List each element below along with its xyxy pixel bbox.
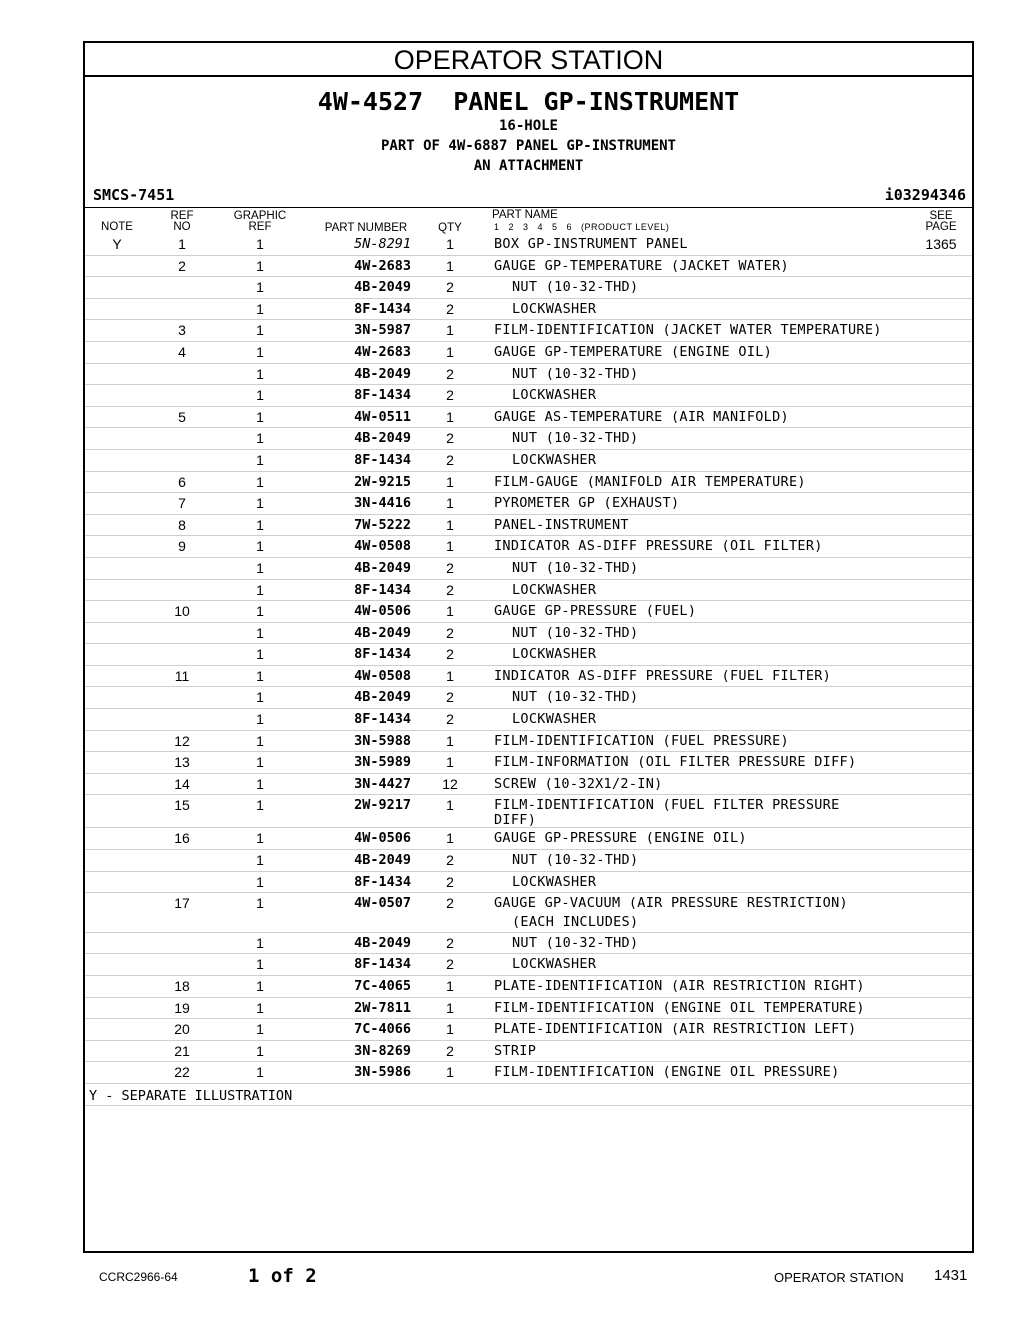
row-qty: 1 bbox=[446, 999, 454, 1016]
row-part-name: LOCKWASHER bbox=[512, 451, 597, 468]
row-part-number: 4B-2049 bbox=[354, 365, 411, 382]
row-ref-no: 10 bbox=[174, 603, 190, 620]
row-part-name: FILM-IDENTIFICATION (FUEL FILTER PRESSURE DIFF) bbox=[494, 797, 840, 829]
row-graphic-ref: 1 bbox=[256, 830, 264, 847]
table-row bbox=[85, 709, 972, 731]
row-qty: 1 bbox=[446, 236, 454, 252]
table-row bbox=[85, 954, 972, 976]
row-ref-no: 1 bbox=[178, 236, 186, 252]
row-part-name: NUT (10-32-THD) bbox=[512, 934, 639, 951]
row-part-name: STRIP bbox=[494, 1042, 537, 1059]
table-row bbox=[85, 644, 972, 666]
table-row bbox=[85, 450, 972, 472]
row-part-name: NUT (10-32-THD) bbox=[512, 624, 639, 641]
row-graphic-ref: 1 bbox=[256, 711, 264, 728]
col-qty-header: QTY bbox=[438, 222, 462, 234]
footer-page-number: 1431 bbox=[934, 1267, 968, 1284]
row-graphic-ref: 1 bbox=[256, 322, 264, 339]
row-qty: 1 bbox=[446, 603, 454, 620]
row-qty: 2 bbox=[446, 365, 454, 382]
row-part-number: 8F-1434 bbox=[354, 387, 411, 404]
table-row bbox=[85, 774, 972, 796]
col-graphic-header-line-1: GRAPHIC bbox=[233, 210, 287, 222]
table-row bbox=[85, 256, 972, 278]
table-row bbox=[85, 687, 972, 709]
row-ref-no: 17 bbox=[174, 895, 190, 912]
table-row bbox=[85, 277, 972, 299]
row-see-page: 1365 bbox=[925, 236, 957, 252]
row-part-number: 4B-2049 bbox=[354, 689, 411, 706]
row-part-name: GAUGE GP-TEMPERATURE (ENGINE OIL) bbox=[494, 343, 773, 360]
footnote: Y - SEPARATE ILLUSTRATION bbox=[85, 1084, 972, 1106]
row-graphic-ref: 1 bbox=[256, 516, 264, 533]
row-qty: 2 bbox=[446, 852, 454, 869]
row-part-number: 8F-1434 bbox=[354, 711, 411, 728]
row-part-name: (EACH INCLUDES) bbox=[512, 913, 639, 930]
row-qty: 2 bbox=[446, 451, 454, 468]
subtitle-line-2: PART OF 4W-6887 PANEL GP-INSTRUMENT bbox=[380, 138, 676, 154]
row-graphic-ref: 1 bbox=[256, 581, 264, 598]
row-part-number: 2W-7811 bbox=[354, 999, 411, 1016]
header-divider bbox=[85, 207, 972, 208]
table-row bbox=[85, 320, 972, 342]
row-part-name: INDICATOR AS-DIFF PRESSURE (FUEL FILTER) bbox=[494, 667, 832, 684]
row-part-number: 4W-0508 bbox=[354, 667, 411, 684]
row-qty: 2 bbox=[446, 430, 454, 447]
row-qty: 2 bbox=[446, 689, 454, 706]
table-row bbox=[85, 795, 972, 828]
table-row bbox=[85, 850, 972, 872]
table-row bbox=[85, 601, 972, 623]
row-graphic-ref: 1 bbox=[256, 236, 264, 252]
table-row bbox=[85, 828, 972, 850]
parts-table bbox=[85, 234, 972, 1106]
row-ref-no: 4 bbox=[178, 343, 186, 360]
col-part-number-header: PART NUMBER bbox=[324, 222, 408, 234]
row-part-name: GAUGE GP-PRESSURE (FUEL) bbox=[494, 603, 697, 620]
row-graphic-ref: 1 bbox=[256, 473, 264, 490]
row-ref-no: 12 bbox=[174, 732, 190, 749]
row-qty: 1 bbox=[446, 830, 454, 847]
row-graphic-ref: 1 bbox=[256, 387, 264, 404]
row-part-name: BOX GP-INSTRUMENT PANEL bbox=[494, 236, 688, 252]
row-part-number: 7C-4065 bbox=[354, 978, 411, 994]
row-graphic-ref: 1 bbox=[256, 667, 264, 684]
row-qty: 2 bbox=[446, 559, 454, 576]
row-part-name: LOCKWASHER bbox=[512, 711, 597, 728]
col-see-header-line-1: SEE bbox=[929, 210, 953, 222]
table-row bbox=[85, 623, 972, 645]
row-part-name: FILM-GAUGE (MANIFOLD AIR TEMPERATURE) bbox=[494, 473, 806, 490]
row-part-number: 4W-0508 bbox=[354, 538, 411, 555]
row-part-number: 4W-2683 bbox=[354, 257, 411, 274]
footer-doc-code: CCRC2966-64 bbox=[99, 1270, 178, 1284]
row-part-name: GAUGE AS-TEMPERATURE (AIR MANIFOLD) bbox=[494, 408, 789, 425]
row-part-number: 4B-2049 bbox=[354, 852, 411, 869]
row-qty: 2 bbox=[446, 387, 454, 404]
table-row bbox=[85, 1062, 972, 1084]
table-row bbox=[85, 1019, 972, 1041]
row-part-number: 4B-2049 bbox=[354, 934, 411, 951]
table-row bbox=[85, 385, 972, 407]
row-ref-no: 3 bbox=[178, 322, 186, 339]
row-part-name: PANEL-INSTRUMENT bbox=[494, 516, 629, 533]
col-product-level-header: 1 2 3 4 5 6 (PRODUCT LEVEL) bbox=[494, 222, 670, 232]
table-row bbox=[85, 493, 972, 515]
row-part-name: LOCKWASHER bbox=[512, 956, 597, 973]
row-graphic-ref: 1 bbox=[256, 934, 264, 951]
row-part-name: NUT (10-32-THD) bbox=[512, 852, 639, 869]
row-qty: 2 bbox=[446, 300, 454, 317]
table-row bbox=[85, 342, 972, 364]
row-graphic-ref: 1 bbox=[256, 797, 264, 814]
row-part-number: 4B-2049 bbox=[354, 279, 411, 296]
row-ref-no: 13 bbox=[174, 754, 190, 771]
row-part-name: INDICATOR AS-DIFF PRESSURE (OIL FILTER) bbox=[494, 538, 823, 555]
page-frame bbox=[83, 41, 974, 1253]
row-qty: 1 bbox=[446, 732, 454, 749]
row-ref-no: 14 bbox=[174, 775, 190, 792]
row-part-number: 4W-0506 bbox=[354, 830, 411, 847]
col-graphic-header-line-2: REF bbox=[248, 221, 272, 233]
row-part-number: 4B-2049 bbox=[354, 430, 411, 447]
row-part-name: PLATE-IDENTIFICATION (AIR RESTRICTION RIGHT) bbox=[494, 978, 865, 994]
row-part-name: GAUGE GP-PRESSURE (ENGINE OIL) bbox=[494, 830, 747, 847]
row-part-name: FILM-IDENTIFICATION (JACKET WATER TEMPERATURE) bbox=[494, 322, 882, 339]
row-graphic-ref: 1 bbox=[256, 956, 264, 973]
table-row bbox=[85, 933, 972, 955]
row-part-name: NUT (10-32-THD) bbox=[512, 559, 639, 576]
row-qty: 2 bbox=[446, 934, 454, 951]
row-ref-no: 11 bbox=[174, 667, 190, 684]
row-qty: 2 bbox=[446, 956, 454, 973]
row-note: Y bbox=[112, 236, 122, 252]
row-qty: 1 bbox=[446, 495, 454, 512]
row-part-number: 5N-8291 bbox=[354, 236, 411, 252]
row-qty: 1 bbox=[446, 1064, 454, 1081]
row-qty: 1 bbox=[446, 978, 454, 994]
row-ref-no: 21 bbox=[174, 1042, 190, 1059]
row-part-name: FILM-IDENTIFICATION (ENGINE OIL TEMPERATURE) bbox=[494, 999, 865, 1016]
row-part-number: 4W-0511 bbox=[354, 408, 411, 425]
table-row bbox=[85, 407, 972, 429]
row-ref-no: 18 bbox=[174, 978, 190, 994]
row-part-number: 4B-2049 bbox=[354, 559, 411, 576]
row-graphic-ref: 1 bbox=[256, 689, 264, 706]
table-row bbox=[85, 558, 972, 580]
row-graphic-ref: 1 bbox=[256, 559, 264, 576]
table-row bbox=[85, 515, 972, 537]
row-qty: 2 bbox=[446, 895, 454, 912]
row-qty: 1 bbox=[446, 538, 454, 555]
table-row bbox=[85, 998, 972, 1020]
table-row bbox=[85, 536, 972, 558]
row-part-number: 3N-5986 bbox=[354, 1064, 411, 1081]
row-graphic-ref: 1 bbox=[256, 732, 264, 749]
row-part-name: NUT (10-32-THD) bbox=[512, 689, 639, 706]
row-part-name: PYROMETER GP (EXHAUST) bbox=[494, 495, 680, 512]
row-ref-no: 7 bbox=[178, 495, 186, 512]
row-part-number: 3N-4416 bbox=[354, 495, 411, 512]
row-part-number: 8F-1434 bbox=[354, 300, 411, 317]
section-title: OPERATOR STATION bbox=[85, 43, 972, 77]
row-ref-no: 19 bbox=[174, 999, 190, 1016]
table-row bbox=[85, 731, 972, 753]
col-ref-header-line-1: REF bbox=[170, 210, 194, 222]
row-graphic-ref: 1 bbox=[256, 1042, 264, 1059]
row-part-name: SCREW (10-32X1/2-IN) bbox=[494, 775, 663, 792]
row-part-name: FILM-INFORMATION (OIL FILTER PRESSURE DIFF) bbox=[494, 754, 857, 771]
row-graphic-ref: 1 bbox=[256, 1021, 264, 1038]
row-graphic-ref: 1 bbox=[256, 365, 264, 382]
table-row bbox=[85, 580, 972, 602]
row-qty: 1 bbox=[446, 754, 454, 771]
col-note-header: NOTE bbox=[101, 221, 133, 233]
row-ref-no: 6 bbox=[178, 473, 186, 490]
row-part-name: LOCKWASHER bbox=[512, 300, 597, 317]
row-graphic-ref: 1 bbox=[256, 852, 264, 869]
row-ref-no: 2 bbox=[178, 257, 186, 274]
col-see-header-line-2: PAGE bbox=[925, 221, 957, 233]
table-row bbox=[85, 364, 972, 386]
row-part-number: 8F-1434 bbox=[354, 873, 411, 890]
row-graphic-ref: 1 bbox=[256, 603, 264, 620]
row-graphic-ref: 1 bbox=[256, 538, 264, 555]
row-part-number: 3N-5989 bbox=[354, 754, 411, 771]
row-graphic-ref: 1 bbox=[256, 978, 264, 994]
row-part-number: 8F-1434 bbox=[354, 646, 411, 663]
illustration-id: i03294346 bbox=[884, 186, 966, 204]
row-part-name: LOCKWASHER bbox=[512, 387, 597, 404]
row-part-name: GAUGE GP-TEMPERATURE (JACKET WATER) bbox=[494, 257, 789, 274]
table-row bbox=[85, 1041, 972, 1063]
row-qty: 2 bbox=[446, 581, 454, 598]
row-qty: 2 bbox=[446, 711, 454, 728]
smcs-code: SMCS-7451 bbox=[93, 186, 175, 204]
row-qty: 1 bbox=[446, 408, 454, 425]
row-graphic-ref: 1 bbox=[256, 495, 264, 512]
row-qty: 2 bbox=[446, 1042, 454, 1059]
row-ref-no: 15 bbox=[174, 797, 190, 814]
col-part-name-header: PART NAME bbox=[492, 209, 558, 221]
table-row bbox=[85, 234, 972, 256]
row-qty: 1 bbox=[446, 473, 454, 490]
row-part-number: 4B-2049 bbox=[354, 624, 411, 641]
row-graphic-ref: 1 bbox=[256, 624, 264, 641]
row-graphic-ref: 1 bbox=[256, 451, 264, 468]
row-qty: 2 bbox=[446, 646, 454, 663]
row-qty: 1 bbox=[446, 667, 454, 684]
row-part-number: 7W-5222 bbox=[354, 516, 411, 533]
row-part-name: LOCKWASHER bbox=[512, 646, 597, 663]
row-part-name: LOCKWASHER bbox=[512, 873, 597, 890]
table-row bbox=[85, 893, 972, 915]
row-graphic-ref: 1 bbox=[256, 895, 264, 912]
row-graphic-ref: 1 bbox=[256, 257, 264, 274]
row-part-number: 3N-8269 bbox=[354, 1042, 411, 1059]
table-row bbox=[85, 872, 972, 894]
table-row bbox=[85, 976, 972, 998]
row-qty: 2 bbox=[446, 279, 454, 296]
row-graphic-ref: 1 bbox=[256, 430, 264, 447]
row-part-number: 4W-0506 bbox=[354, 603, 411, 620]
row-ref-no: 16 bbox=[174, 830, 190, 847]
row-part-number: 8F-1434 bbox=[354, 956, 411, 973]
row-graphic-ref: 1 bbox=[256, 873, 264, 890]
row-graphic-ref: 1 bbox=[256, 754, 264, 771]
row-qty: 1 bbox=[446, 516, 454, 533]
row-part-number: 3N-5987 bbox=[354, 322, 411, 339]
row-ref-no: 8 bbox=[178, 516, 186, 533]
row-ref-no: 22 bbox=[174, 1064, 190, 1081]
row-part-number: 2W-9217 bbox=[354, 797, 411, 814]
row-graphic-ref: 1 bbox=[256, 300, 264, 317]
row-part-number: 2W-9215 bbox=[354, 473, 411, 490]
subtitle-line-1: 16-HOLE bbox=[498, 118, 558, 134]
row-part-number: 7C-4066 bbox=[354, 1021, 411, 1038]
row-part-name: FILM-IDENTIFICATION (FUEL PRESSURE) bbox=[494, 732, 789, 749]
row-ref-no: 9 bbox=[178, 538, 186, 555]
table-row bbox=[85, 472, 972, 494]
row-ref-no: 20 bbox=[174, 1021, 190, 1038]
col-ref-header-line-2: NO bbox=[173, 221, 191, 233]
row-qty: 1 bbox=[446, 1021, 454, 1038]
row-part-number: 3N-4427 bbox=[354, 775, 411, 792]
row-part-name: LOCKWASHER bbox=[512, 581, 597, 598]
row-part-number: 8F-1434 bbox=[354, 451, 411, 468]
row-part-name: NUT (10-32-THD) bbox=[512, 279, 639, 296]
table-row bbox=[85, 752, 972, 774]
row-graphic-ref: 1 bbox=[256, 279, 264, 296]
row-qty: 1 bbox=[446, 257, 454, 274]
row-graphic-ref: 1 bbox=[256, 999, 264, 1016]
row-graphic-ref: 1 bbox=[256, 408, 264, 425]
row-part-name: NUT (10-32-THD) bbox=[512, 430, 639, 447]
row-graphic-ref: 1 bbox=[256, 646, 264, 663]
row-graphic-ref: 1 bbox=[256, 343, 264, 360]
row-qty: 2 bbox=[446, 873, 454, 890]
table-row bbox=[85, 428, 972, 450]
row-qty: 1 bbox=[446, 797, 454, 814]
row-part-number: 8F-1434 bbox=[354, 581, 411, 598]
row-graphic-ref: 1 bbox=[256, 775, 264, 792]
footer-page-of: 1 of 2 bbox=[248, 1265, 317, 1287]
table-row bbox=[85, 299, 972, 321]
page-heading: 4W-4527 PANEL GP-INSTRUMENT bbox=[317, 87, 740, 116]
row-part-number: 4W-0507 bbox=[354, 895, 411, 912]
row-part-name: FILM-IDENTIFICATION (ENGINE OIL PRESSURE) bbox=[494, 1064, 840, 1081]
row-qty: 1 bbox=[446, 343, 454, 360]
row-part-name: GAUGE GP-VACUUM (AIR PRESSURE RESTRICTION) bbox=[494, 895, 848, 912]
footer-section: OPERATOR STATION bbox=[774, 1270, 904, 1285]
table-row bbox=[85, 666, 972, 688]
table-row bbox=[85, 915, 972, 933]
row-qty: 12 bbox=[442, 775, 458, 792]
row-part-number: 3N-5988 bbox=[354, 732, 411, 749]
row-part-name: PLATE-IDENTIFICATION (AIR RESTRICTION LEFT) bbox=[494, 1021, 857, 1038]
row-part-name: NUT (10-32-THD) bbox=[512, 365, 639, 382]
row-graphic-ref: 1 bbox=[256, 1064, 264, 1081]
row-qty: 2 bbox=[446, 624, 454, 641]
row-part-number: 4W-2683 bbox=[354, 343, 411, 360]
row-qty: 1 bbox=[446, 322, 454, 339]
subtitle-line-3: AN ATTACHMENT bbox=[473, 158, 584, 174]
row-ref-no: 5 bbox=[178, 408, 186, 425]
